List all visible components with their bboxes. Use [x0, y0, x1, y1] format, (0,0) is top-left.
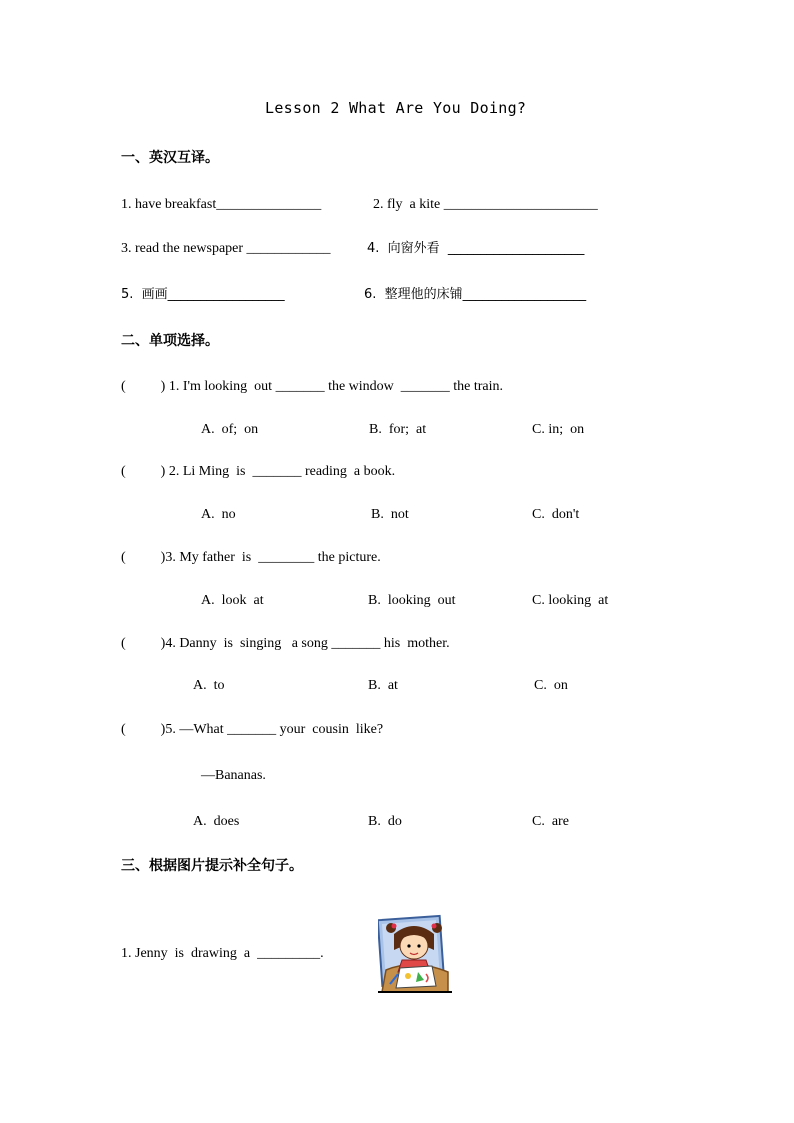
- question-3-option-a: A. look at: [201, 593, 264, 608]
- question-5-stem: ( )5. —What _______ your cousin like?: [121, 722, 384, 737]
- question-1-option-b: B. for; at: [369, 422, 427, 437]
- worksheet-title: Lesson 2 What Are You Doing?: [265, 99, 527, 117]
- question-2-option-b: B. not: [371, 507, 409, 522]
- question-4-option-a: A. to: [193, 678, 225, 693]
- question-3-option-c: C. looking at: [532, 593, 609, 608]
- question-3-option-b: B. looking out: [368, 593, 456, 608]
- section-3-heading: 三、根据图片提示补全句子。: [121, 858, 303, 874]
- translation-item-4: 4. 向窗外看 _____________________: [367, 241, 585, 256]
- translation-item-5: 5. 画画__________________: [121, 287, 285, 302]
- question-3-stem: ( )3. My father is ________ the picture.: [121, 550, 381, 565]
- question-5-option-a: A. does: [193, 814, 240, 829]
- question-5-answer-line: —Bananas.: [201, 768, 266, 783]
- picture-sentence-1: 1. Jenny is drawing a _________.: [121, 946, 324, 961]
- question-2-option-a: A. no: [201, 507, 236, 522]
- question-1-stem: ( ) 1. I'm looking out _______ the window _______ the train.: [121, 379, 504, 394]
- question-2-option-c: C. don't: [532, 507, 580, 522]
- translation-item-3: 3. read the newspaper ____________: [121, 241, 331, 256]
- question-5-option-b: B. do: [368, 814, 402, 829]
- section-1-heading: 一、英汉互译。: [121, 150, 219, 166]
- section-2-heading: 二、单项选择。: [121, 333, 219, 349]
- translation-item-2: 2. fly a kite ______________________: [373, 197, 598, 212]
- question-1-option-a: A. of; on: [201, 422, 259, 437]
- translation-item-6: 6. 整理他的床铺___________________: [364, 287, 587, 302]
- question-4-option-c: C. on: [534, 678, 568, 693]
- question-1-option-c: C. in; on: [532, 422, 585, 437]
- question-4-stem: ( )4. Danny is singing a song _______ his mother.: [121, 636, 450, 651]
- question-5-option-c: C. are: [532, 814, 569, 829]
- translation-item-1: 1. have breakfast_______________: [121, 197, 322, 212]
- question-4-option-b: B. at: [368, 678, 398, 693]
- girl-drawing-picture: [378, 914, 452, 994]
- question-2-stem: ( ) 2. Li Ming is _______ reading a book.: [121, 464, 396, 479]
